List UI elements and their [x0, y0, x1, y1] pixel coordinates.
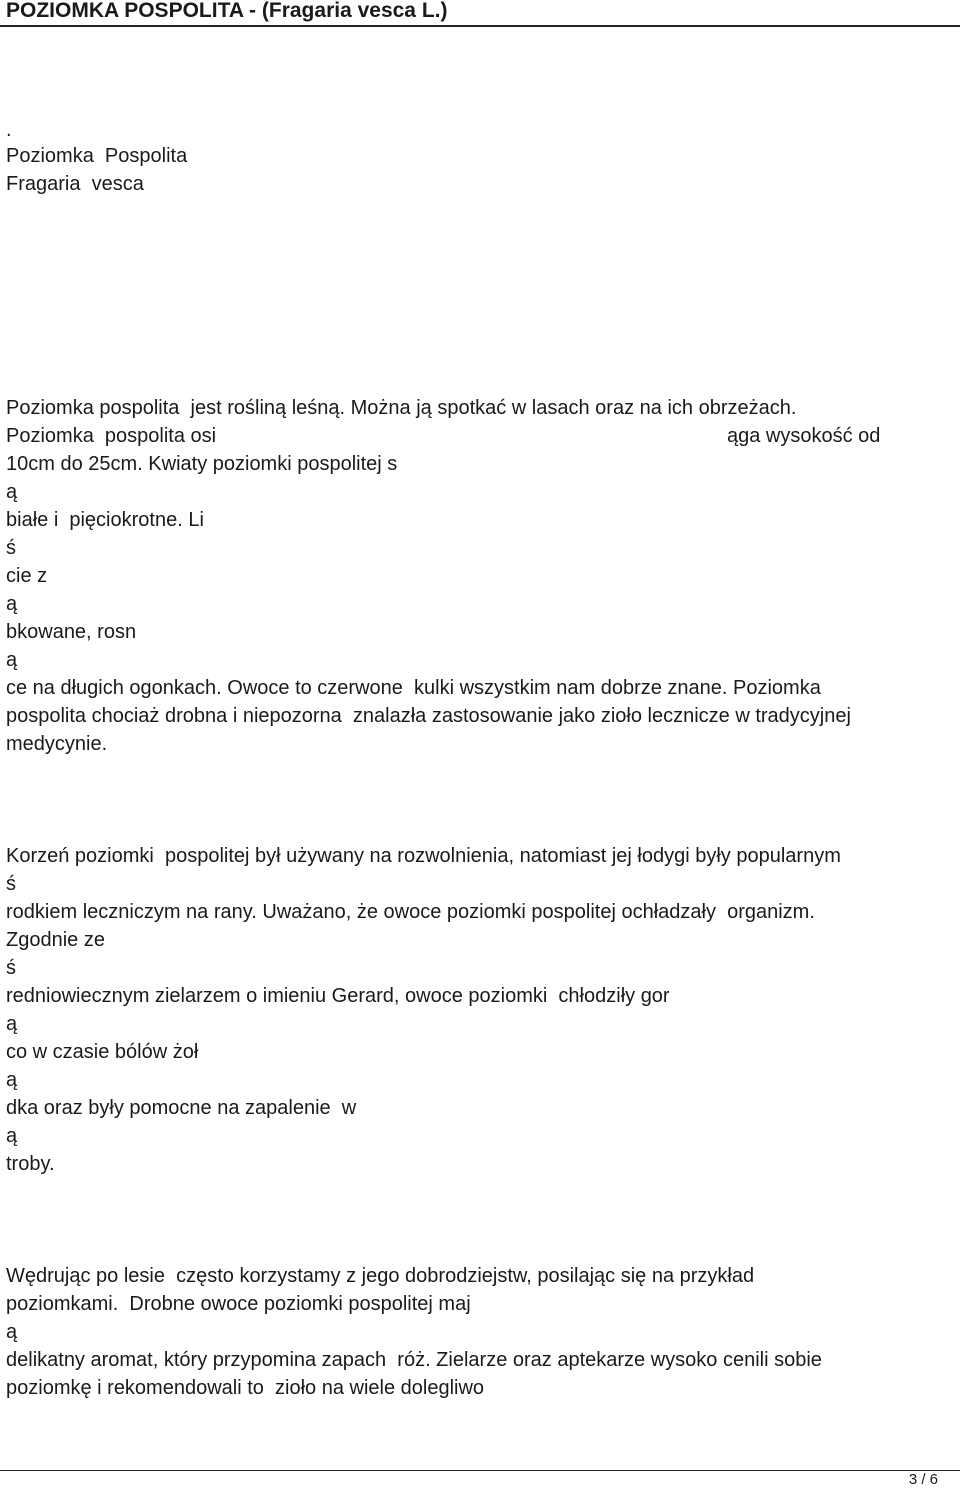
page-number: 3 / 6 [908, 1471, 938, 1488]
p2-line: Korzeń poziomki pospolitej był używany na rozwolnienia, natomiast jej łodygi były popularnym [6, 845, 841, 867]
p1-line: pospolita chociaż drobna i niepozorna znalazła zastosowanie jako zioło lecznicze w tradycyjnej [6, 705, 851, 727]
p1-line: ą [6, 481, 18, 503]
p1-line: ą [6, 593, 18, 615]
p2-line: ś [6, 873, 16, 895]
p3-line: ą [6, 1321, 18, 1343]
plant-name-latin: Fragaria vesca [6, 173, 144, 195]
p1-line: cie z [6, 565, 48, 587]
p3-line: poziomkami. Drobne owoce poziomki pospolitej maj [6, 1293, 471, 1315]
p2-line: rodkiem leczniczym na rany. Uważano, że owoce poziomki pospolitej ochładzały organizm. [6, 901, 815, 923]
p2-line: ą [6, 1125, 18, 1147]
page-header-title: POZIOMKA POSPOLITA - (Fragaria vesca L.) [6, 0, 448, 22]
p1-line: ą [6, 649, 18, 671]
p1-line: Poziomka pospolita osi [6, 425, 217, 447]
p3-line: poziomkę i rekomendowali to zioło na wiele dolegliwo [6, 1377, 485, 1399]
p1-line: ce na długich ogonkach. Owoce to czerwone kulki wszystkim nam dobrze znane. Poziomka [6, 677, 821, 699]
intro-dot: . [6, 119, 12, 141]
p2-line: ą [6, 1013, 18, 1035]
header-divider [0, 25, 960, 27]
p1-line: medycynie. [6, 733, 108, 755]
p1-line: ąga wysokość od [727, 425, 881, 447]
plant-name-polish: Poziomka Pospolita [6, 145, 188, 167]
p1-line: 10cm do 25cm. Kwiaty poziomki pospolitej s [6, 453, 398, 475]
p2-line: co w czasie bólów żoł [6, 1041, 199, 1063]
p2-line: Zgodnie ze [6, 929, 105, 951]
p1-line: ś [6, 537, 16, 559]
p2-line: redniowiecznym zielarzem o imieniu Gerard, owoce poziomki chłodziły gor [6, 985, 670, 1007]
p3-line: delikatny aromat, który przypomina zapach róż. Zielarze oraz aptekarze wysoko cenili sobie [6, 1349, 822, 1371]
footer-divider [0, 1470, 960, 1471]
p2-line: ą [6, 1069, 18, 1091]
p2-line: troby. [6, 1153, 55, 1175]
p2-line: dka oraz były pomocne na zapalenie w [6, 1097, 357, 1119]
p1-line: bkowane, rosn [6, 621, 137, 643]
p1-line: białe i pięciokrotne. Li [6, 509, 204, 531]
p3-line: Wędrując po lesie często korzystamy z jego dobrodziejstw, posilając się na przykład [6, 1265, 755, 1287]
p2-line: ś [6, 957, 16, 979]
p1-line: Poziomka pospolita jest rośliną leśną. Można ją spotkać w lasach oraz na ich obrzeżach. [6, 397, 797, 419]
